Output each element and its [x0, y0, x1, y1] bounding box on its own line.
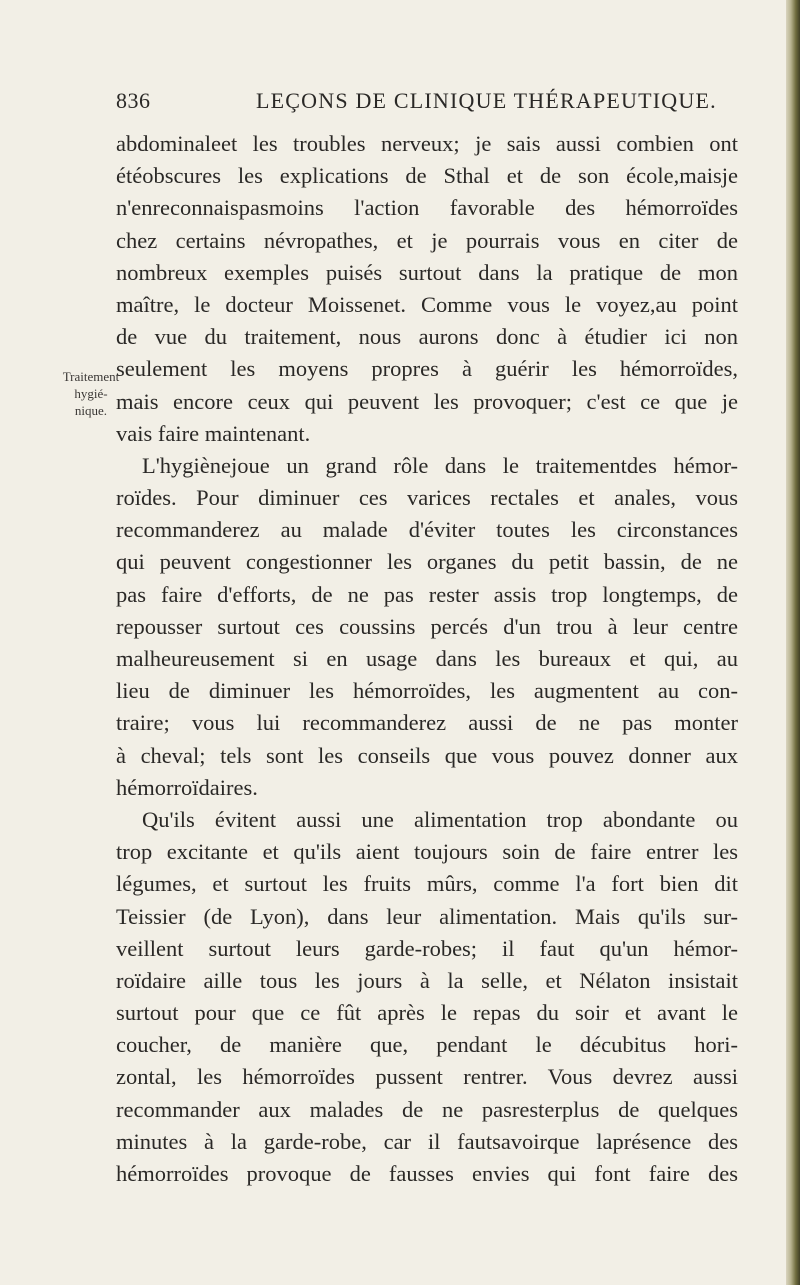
text-line: hémorroïdaires.: [116, 774, 258, 800]
text-line: repousser surtout ces coussins percés d'un trou à leur centre: [116, 613, 738, 639]
text-line: trop excitante et qu'ils aient toujours soin de faire entrer les: [116, 839, 738, 865]
page-header: [116, 88, 736, 116]
text-line: seulement les moyens propres à guérir les hémorroïdes,: [116, 356, 738, 382]
text-line: mais encore ceux qui peuvent les provoquer; c'est ce que je: [116, 388, 738, 414]
margin-note-line: Traitement: [62, 369, 120, 384]
text-line: maître, le docteur Moissenet. Comme vous le voyez,au point: [116, 291, 738, 317]
text-line: zontal, les hémorroïdes pussent rentrer. Vous devrez aussi: [116, 1064, 738, 1090]
margin-note-line: nique.: [74, 403, 108, 418]
text-line: abdominaleet les troubles nerveux; je sais aussi combien ont: [116, 131, 738, 156]
text-line: nombreux exemples puisés surtout dans la pratique de mon: [116, 259, 738, 285]
text-line: malheureusement si en usage dans les bureaux et qui, au: [116, 646, 738, 671]
text-line: surtout pour que ce fût après le repas du soir et avant le: [116, 1000, 738, 1026]
text-line: veillent surtout leurs garde-robes; il faut qu'un hémor-: [116, 935, 738, 961]
text-line: lieu de diminuer les hémorroïdes, les augmentent au con-: [116, 678, 738, 704]
text-line: hémorroïdes provoque de fausses envies qui font faire des: [116, 1161, 738, 1186]
text-line: recommanderez au malade d'éviter toutes les circonstances: [116, 517, 738, 543]
text-line: recommander aux malades de ne pasresterplus de quelques: [116, 1096, 738, 1122]
text-line: traire; vous lui recommanderez aussi de ne pas monter: [116, 710, 738, 736]
text-line: qui peuvent congestionner les organes du petit bassin, de ne: [116, 549, 738, 575]
text-line: minutes à la garde-robe, car il fautsavoirque laprésence des: [116, 1128, 738, 1154]
text-line: Qu'ils évitent aussi une alimentation trop abondante ou: [142, 806, 738, 832]
text-line: roïdes. Pour diminuer ces varices rectales et anales, vous: [116, 485, 738, 511]
page-edge: [786, 0, 800, 1285]
text-line: roïdaire aille tous les jours à la selle, et Nélaton insistait: [116, 967, 738, 993]
text-line: coucher, de manière que, pendant le décubitus hori-: [116, 1032, 738, 1058]
page-number: 836: [116, 88, 151, 113]
text-line: de vue du traitement, nous aurons donc à étudier ici non: [116, 324, 738, 350]
running-title: LEÇONS DE CLINIQUE THÉRAPEUTIQUE.: [256, 88, 717, 113]
text-line: Teissier (de Lyon), dans leur alimentation. Mais qu'ils sur-: [116, 903, 738, 929]
text-line: à cheval; tels sont les conseils que vous pouvez donner aux: [116, 742, 738, 768]
text-line: étéobscures les explications de Sthal et de son école,maisje: [116, 163, 738, 189]
body-text: [116, 128, 738, 1190]
text-line: chez certains névropathes, et je pourrais vous en citer de: [116, 227, 738, 253]
text-line: pas faire d'efforts, de ne pas rester assis trop longtemps, de: [116, 581, 738, 607]
text-line: légumes, et surtout les fruits mûrs, comme l'a fort bien dit: [116, 871, 738, 897]
text-line: L'hygiènejoue un grand rôle dans le traitementdes hémor-: [142, 452, 738, 478]
margin-note-line: hygié-: [74, 386, 108, 401]
text-line: n'enreconnaispasmoins l'action favorable des hémorroïdes: [116, 195, 738, 221]
margin-note: [60, 368, 122, 419]
text-line: vais faire maintenant.: [116, 420, 311, 446]
